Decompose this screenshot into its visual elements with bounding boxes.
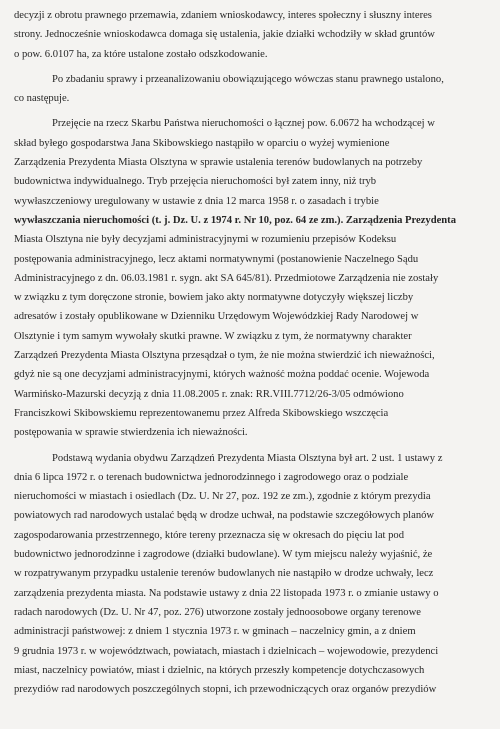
text-line: Zarządzenia Prezydenta Miasta Olsztyna w sprawie ustalenia terenów budowlanych na potrzeby xyxy=(14,157,423,169)
text-line: wywłaszczeniowy uregulowany w ustawie z dnia 12 marca 1958 r. o zasadach i trybie xyxy=(14,195,379,207)
text-line: w rozpatrywanym przypadku ustalenie terenów budowlanych nie nastąpiło w drodze uchwały, lecz xyxy=(14,568,434,580)
text-line: 9 grudnia 1973 r. w województwach, powiatach, miastach i dzielnicach – wojewodowie, prezydenci xyxy=(14,645,439,657)
text-line: miast, naczelnicy powiatów, miast i dzielnic, na których przeszły kompetencje dotychczasowych xyxy=(14,664,425,676)
text-line: nieruchomości w miastach i osiedlach (Dz. U. Nr 27, poz. 192 ze zm.), zgodnie z którym prezydia xyxy=(14,491,431,503)
text-line: postępowania administracyjnego, lecz aktami normatywnymi (postanowienie Naczelnego Sądu xyxy=(14,253,419,265)
text-line: zarządzenia prezydenta miasta. Na podstawie ustawy z dnia 22 listopada 1973 r. o zmianie ustawy o xyxy=(14,587,439,599)
text-line: postępowania w sprawie stwierdzenia ich nieważności. xyxy=(14,427,248,439)
text-line: gdyż nie są one decyzjami administracyjnymi, których ważność można poddać ocenie. Wojewoda xyxy=(14,369,430,381)
text-line: powiatowych rad narodowych ustalać będą w drodze uchwał, na podstawie szczegółowych planów xyxy=(14,510,435,522)
text-line: w związku z tym doręczone stronie, bowiem jako akty normatywne dotyczyły większej liczby xyxy=(14,292,414,304)
text-line: prezydiów rad narodowych poszczególnych stopni, ich przewodniczących oraz organów prezydiów xyxy=(14,684,437,696)
text-line: decyzji z obrotu prawnego przemawia, zdaniem wnioskodawcy, interes społeczny i słuszny interes xyxy=(14,10,432,21)
text-line: budownictwo jednorodzinne i zagrodowe (działki budowlane). W tym miejscu należy wyjaśnić, że xyxy=(14,549,433,561)
text-line: Warmińsko-Mazurski decyzją z dnia 11.08.2005 r. znak: RR.VIII.7712/26-3/05 odmówiono xyxy=(14,388,404,400)
text-line: wywłaszczania nieruchomości (t. j. Dz. U. z 1974 r. Nr 10, poz. 64 ze zm.). Zarządzenia Prezydenta xyxy=(14,214,457,226)
text-line: Przejęcie na rzecz Skarbu Państwa nieruchomości o łącznej pow. 6.0672 ha wchodzącej w xyxy=(52,118,435,130)
text-line: Zarządzeń Prezydenta Miasta Olsztyna przesądzał o tym, że nie można stwierdzić ich nieważności, xyxy=(14,350,435,362)
text-line: adresatów i zostały opublikowane w Dzienniku Urzędowym Wojewódzkiej Rady Narodowej w xyxy=(14,311,419,323)
text-line: skład byłego gospodarstwa Jana Skibowskiego nastąpiło w oparciu o wyżej wymienione xyxy=(14,137,390,149)
paragraph-1 xyxy=(14,6,486,64)
text-line: Podstawą wydania obydwu Zarządzeń Prezydenta Miasta Olsztyna był art. 2 ust. 1 ustawy z xyxy=(52,452,443,464)
paragraph-4 xyxy=(14,449,486,700)
text-line: strony. Jednocześnie wnioskodawca domaga się ustalenia, jakie działki wchodziły w skład gruntów xyxy=(14,29,435,41)
text-line: budownictwa indywidualnego. Tryb przejęcia nieruchomości był zatem inny, niż tryb xyxy=(14,176,377,188)
text-line: dnia 6 lipca 1972 r. o terenach budownictwa jednorodzinnego i zagrodowego oraz o podziale xyxy=(14,471,409,483)
text-line: zagospodarowania przestrzennego, które tereny przeznacza się w okresach do pięciu lat pod xyxy=(14,529,405,541)
text-line: Po zbadaniu sprawy i przeanalizowaniu obowiązującego wówczas stanu prawnego ustalono, xyxy=(52,73,444,85)
text-line: Miasta Olsztyna nie były decyzjami administracyjnymi w rozumieniu przepisów Kodeksu xyxy=(14,234,397,246)
text-line: o pow. 6.0107 ha, za które ustalone zostało odszkodowanie. xyxy=(14,48,268,60)
text-line: Olsztynie i tym samym wywołały skutki prawne. W związku z tym, że normatywny charakter xyxy=(14,330,412,342)
text-line: co następuje. xyxy=(14,93,70,105)
text-line: Administracyjnego z dn. 06.03.1981 r. sygn. akt SA 645/81). Przedmiotowe Zarządzenia nie zostały xyxy=(14,272,439,284)
text-line: administracji państwowej: z dniem 1 stycznia 1973 r. w gminach – naczelnicy gmin, a z dniem xyxy=(14,626,416,638)
text-line: radach narodowych (Dz. U. Nr 47, poz. 276) utworzone zostały jednoosobowe organy terenowe xyxy=(14,606,421,618)
text-line: Franciszkowi Skibowskiemu reprezentowanemu przez Alfreda Skibowskiego wszczęcia xyxy=(14,407,389,419)
paragraph-3 xyxy=(14,114,486,442)
paragraph-2 xyxy=(14,70,486,109)
